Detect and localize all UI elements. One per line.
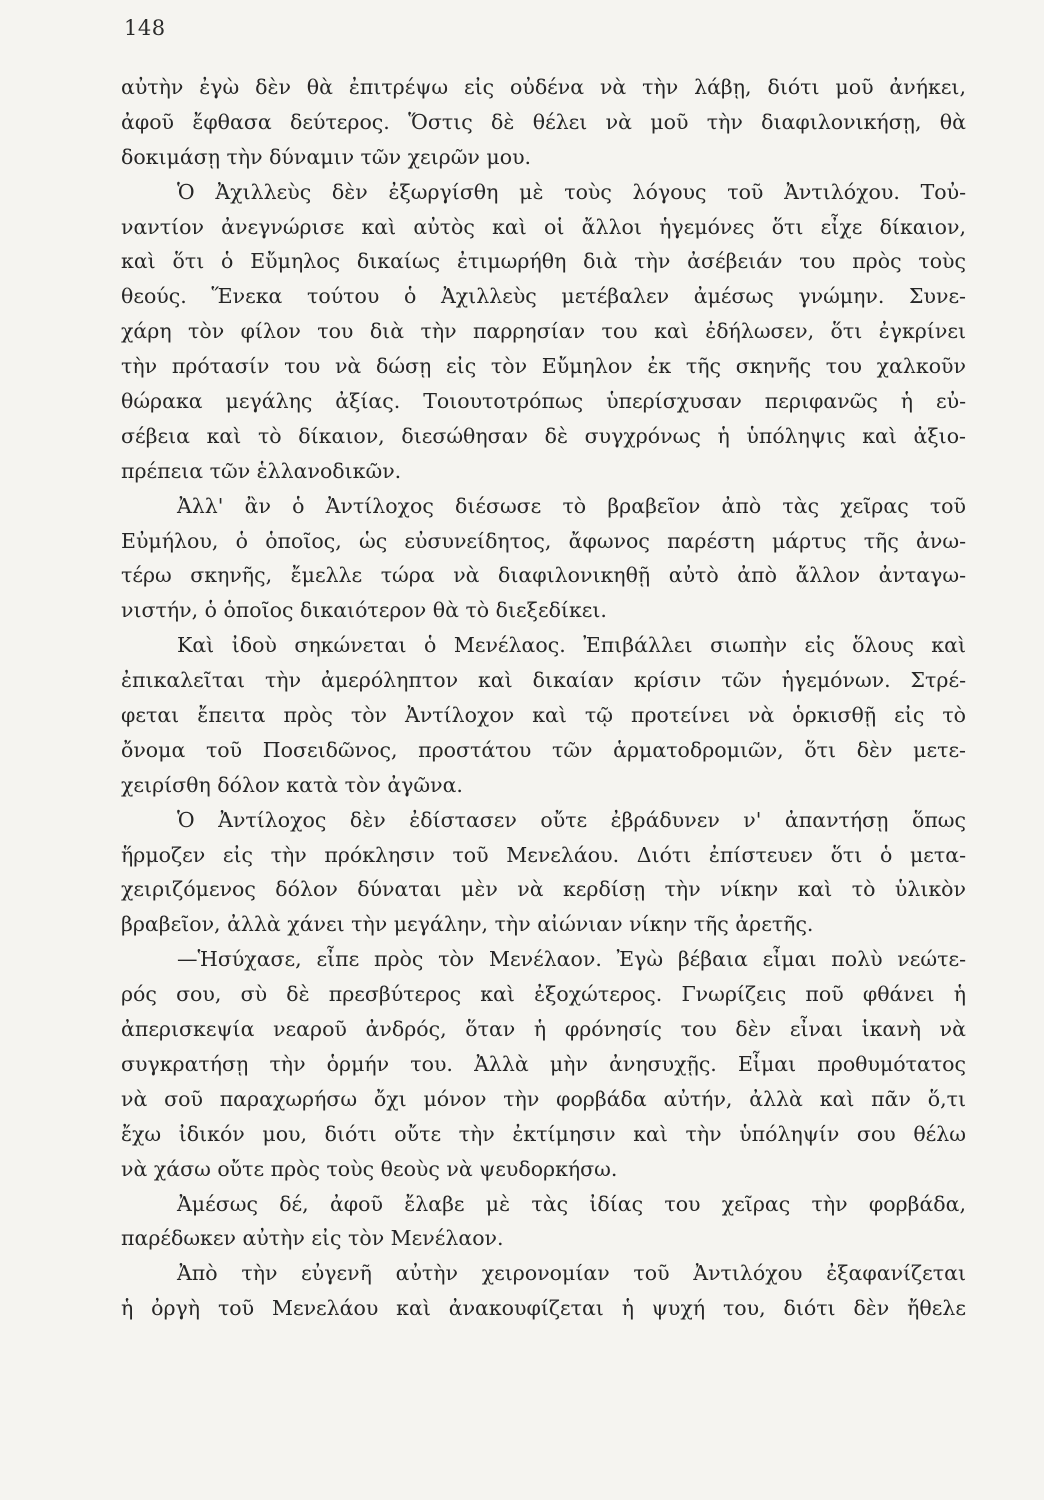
text-line: Ὁ Ἀντίλοχος δὲν ἐδίστασεν οὔτε ἐβράδυνεν ν' ἀπαντήσῃ ὅπως (177, 807, 966, 832)
text-line: Ὁ Ἀχιλλεὺς δὲν ἐξωργίσθη μὲ τοὺς λόγους τοῦ Ἀντιλόχου. Τοὐ- (177, 179, 966, 204)
text-line: πρέπεια τῶν ἑλλανοδικῶν. (121, 458, 402, 483)
text-line: τέρω σκηνῆς, ἔμελλε τώρα νὰ διαφιλονικηθῇ αὐτὸ ἀπὸ ἄλλον ἀνταγω- (121, 563, 966, 588)
text-line: νιστήν, ὁ ὁποῖος δικαιότερον θὰ τὸ διεξεδίκει. (121, 598, 607, 623)
text-line: —Ἡσύχασε, εἶπε πρὸς τὸν Μενέλαον. Ἐγὼ βέβαια εἶμαι πολὺ νεώτε- (177, 947, 966, 972)
text-line: θώρακα μεγάλης ἀξίας. Τοιουτοτρόπως ὑπερίσχυσαν περιφανῶς ἡ εὐ- (121, 389, 966, 414)
text-line: ἀπερισκεψία νεαροῦ ἀνδρός, ὅταν ἡ φρόνησίς του δὲν εἶναι ἱκανὴ νὰ (121, 1017, 966, 1042)
text-line: ἀφοῦ ἔφθασα δεύτερος. Ὅστις δὲ θέλει νὰ μοῦ τὴν διαφιλονικήσῃ, θὰ (121, 109, 966, 134)
text-line: χειρίσθη δόλον κατὰ τὸν ἀγῶνα. (121, 772, 463, 797)
text-line: σέβεια καὶ τὸ δίκαιον, διεσώθησαν δὲ συγχρόνως ἡ ὑπόληψις καὶ ἀξιο- (121, 423, 966, 448)
text-line: συγκρατήσῃ τὴν ὁρμήν του. Ἀλλὰ μὴν ἀνησυχῇς. Εἶμαι προθυμότατος (121, 1051, 966, 1076)
text-line: Εὐμήλου, ὁ ὁποῖος, ὡς εὐσυνείδητος, ἄφωνος παρέστη μάρτυς τῆς ἀνω- (121, 528, 966, 553)
page-number: 148 (124, 16, 166, 40)
text-line: βραβεῖον, ἀλλὰ χάνει τὴν μεγάλην, τὴν αἰώνιαν νίκην τῆς ἀρετῆς. (121, 912, 814, 937)
text-line: παρέδωκεν αὐτὴν εἰς τὸν Μενέλαον. (121, 1226, 504, 1251)
text-line: ἥρμοζεν εἰς τὴν πρόκλησιν τοῦ Μενελάου. Διότι ἐπίστευεν ὅτι ὁ μετα- (121, 842, 966, 867)
text-line: ἐπικαλεῖται τὴν ἀμερόληπτον καὶ δικαίαν κρίσιν τῶν ἡγεμόνων. Στρέ- (121, 668, 966, 693)
text-line: νὰ σοῦ παραχωρήσω ὄχι μόνον τὴν φορβάδα αὐτήν, ἀλλὰ καὶ πᾶν ὅ,τι (121, 1086, 966, 1111)
text-line: Ἀπὸ τὴν εὐγενῆ αὐτὴν χειρονομίαν τοῦ Ἀντιλόχου ἐξαφανίζεται (177, 1261, 966, 1286)
text-line: ρός σου, σὺ δὲ πρεσβύτερος καὶ ἐξοχώτερος. Γνωρίζεις ποῦ φθάνει ἡ (121, 982, 966, 1007)
text-line: Καὶ ἰδοὺ σηκώνεται ὁ Μενέλαος. Ἐπιβάλλει σιωπὴν εἰς ὅλους καὶ (177, 633, 966, 658)
text-line: φεται ἔπειτα πρὸς τὸν Ἀντίλοχον καὶ τῷ προτείνει νὰ ὁρκισθῇ εἰς τὸ (121, 703, 966, 728)
text-line: ναντίον ἀνεγνώρισε καὶ αὐτὸς καὶ οἱ ἄλλοι ἡγεμόνες ὅτι εἶχε δίκαιον, (121, 214, 966, 239)
text-line: Ἀλλ' ἂν ὁ Ἀντίλοχος διέσωσε τὸ βραβεῖον ἀπὸ τὰς χεῖρας τοῦ (177, 493, 966, 518)
text-line: χειριζόμενος δόλον δύναται μὲν νὰ κερδίσῃ τὴν νίκην καὶ τὸ ὑλικὸν (121, 877, 966, 902)
text-line: καὶ ὅτι ὁ Εὔμηλος δικαίως ἐτιμωρήθη διὰ τὴν ἀσέβειάν του πρὸς τοὺς (121, 249, 966, 274)
text-line: τὴν πρότασίν του νὰ δώσῃ εἰς τὸν Εὔμηλον ἐκ τῆς σκηνῆς του χαλκοῦν (121, 354, 966, 379)
text-line: ἡ ὀργὴ τοῦ Μενελάου καὶ ἀνακουφίζεται ἡ ψυχή του, διότι δὲν ἤθελε (121, 1296, 966, 1321)
body-text (121, 70, 966, 1326)
text-line: θεούς. Ἕνεκα τούτου ὁ Ἀχιλλεὺς μετέβαλεν ἀμέσως γνώμην. Συνε- (121, 284, 966, 309)
text-line: ὄνομα τοῦ Ποσειδῶνος, προστάτου τῶν ἁρματοδρομιῶν, ὅτι δὲν μετε- (121, 737, 966, 762)
text-line: ἔχω ἰδικόν μου, διότι οὔτε τὴν ἐκτίμησιν καὶ τὴν ὑπόληψίν σου θέλω (121, 1121, 966, 1146)
text-line: νὰ χάσω οὔτε πρὸς τοὺς θεοὺς νὰ ψευδορκήσω. (121, 1156, 618, 1181)
text-line: Ἀμέσως δέ, ἀφοῦ ἔλαβε μὲ τὰς ἰδίας του χεῖρας τὴν φορβάδα, (177, 1191, 966, 1216)
text-line: δοκιμάσῃ τὴν δύναμιν τῶν χειρῶν μου. (121, 144, 532, 169)
text-line: αὐτὴν ἐγὼ δὲν θὰ ἐπιτρέψω εἰς οὐδένα νὰ τὴν λάβῃ, διότι μοῦ ἀνήκει, (121, 75, 966, 99)
text-line: χάρη τὸν φίλον του διὰ τὴν παρρησίαν του καὶ ἐδήλωσεν, ὅτι ἐγκρίνει (121, 319, 966, 344)
